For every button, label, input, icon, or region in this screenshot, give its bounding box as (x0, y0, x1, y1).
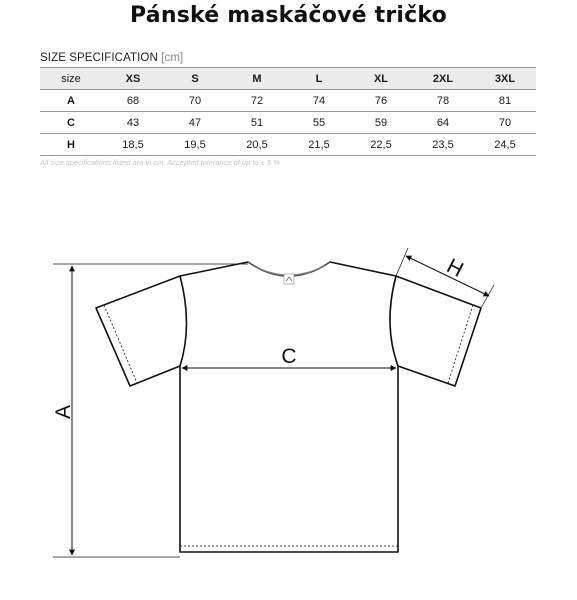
table-cell: 20,5 (226, 134, 288, 156)
table-cell: 76 (350, 90, 412, 112)
label-c: C (281, 345, 297, 368)
header-cell: S (164, 68, 226, 90)
table-cell: 47 (164, 112, 226, 134)
size-spec-unit: [cm] (161, 52, 184, 64)
tshirt-outline (96, 262, 481, 552)
header-cell: 2XL (412, 68, 474, 90)
table-cell: 18,5 (102, 134, 164, 156)
table-cell: 81 (474, 90, 536, 112)
row-label: A (40, 90, 102, 112)
header-cell: M (226, 68, 288, 90)
header-cell: size (40, 68, 102, 90)
label-h: H (442, 254, 467, 282)
table-cell: 74 (288, 90, 350, 112)
table-cell: 70 (164, 90, 226, 112)
table-cell: 19,5 (164, 134, 226, 156)
table-cell: 22,5 (350, 134, 412, 156)
size-spec-title: SIZE SPECIFICATION (40, 52, 158, 64)
header-cell: L (288, 68, 350, 90)
measure-h (396, 248, 494, 308)
table-cell: 24,5 (474, 134, 536, 156)
table-cell: 64 (412, 112, 474, 134)
header-cell: XL (350, 68, 412, 90)
measure-a (53, 264, 248, 557)
table-cell: 68 (102, 90, 164, 112)
table-cell: 78 (412, 90, 474, 112)
row-label: C (40, 112, 102, 134)
label-a: A (52, 404, 75, 420)
collar (248, 262, 330, 284)
table-cell: 23,5 (412, 134, 474, 156)
tolerance-note: All size specifications listed are in cm. Accepted tolerance of up to ± 5 % (40, 158, 280, 167)
table-cell: 70 (474, 112, 536, 134)
table-cell: 21,5 (288, 134, 350, 156)
header-cell: XS (102, 68, 164, 90)
table-cell: 55 (288, 112, 350, 134)
table-cell: 72 (226, 90, 288, 112)
table-cell: 43 (102, 112, 164, 134)
row-label: H (40, 134, 102, 156)
header-cell: 3XL (474, 68, 536, 90)
table-cell: 51 (226, 112, 288, 134)
table-cell: 59 (350, 112, 412, 134)
page-title: Pánské maskáčové tričko (130, 3, 447, 28)
